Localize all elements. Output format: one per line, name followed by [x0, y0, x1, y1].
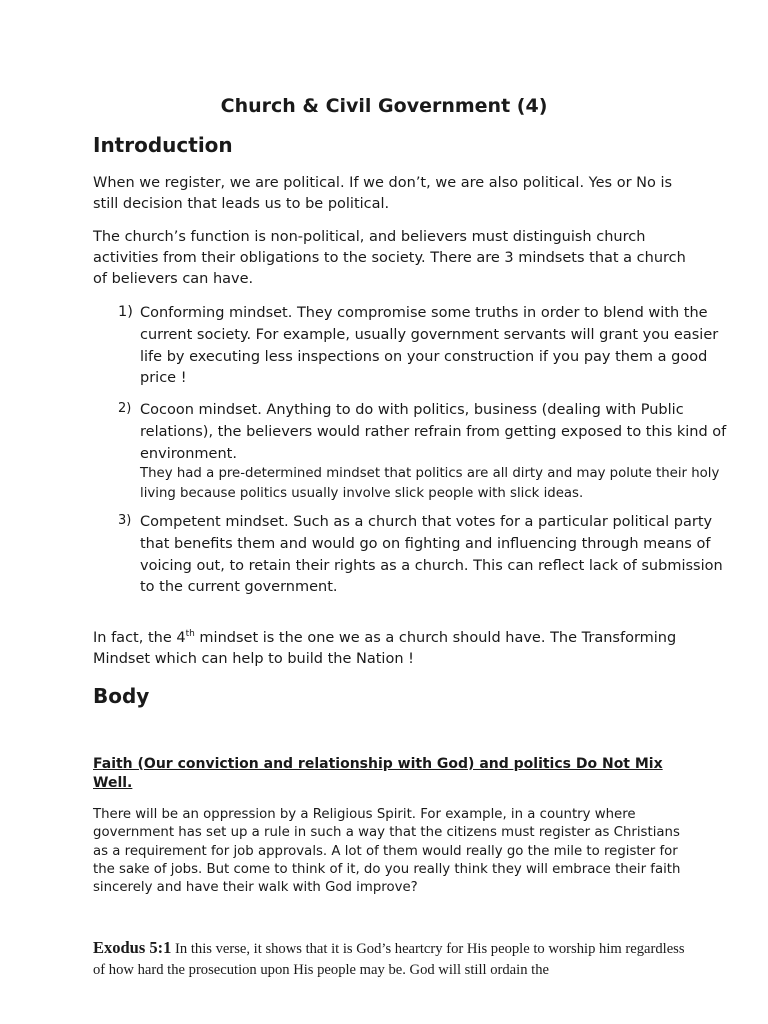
list-item-text: Conforming mindset. They compromise some truths in order to blend with the current society. For example, usually government servants will grant you easier life by executing less inspections on your construction if you pay them a good price !: [140, 305, 719, 387]
intro-paragraph-2: The church’s function is non-political, and believers must distinguish church activities from their obligations to the society. There are 3 mindsets that a church of believers can have.: [93, 229, 686, 287]
body-heading: Body: [93, 684, 150, 708]
list-item-text-small: They had a pre-determined mindset that politics are all dirty and may polute their holy living because politics usually involve slick people with slick ideas.: [140, 466, 720, 502]
intro-paragraph-1: When we register, we are political. If we don’t, we are also political. Yes or No is still decision that leads us to be political.: [93, 175, 673, 212]
exodus-paragraph: [93, 937, 693, 981]
mindset-item-competent: [93, 511, 740, 598]
scripture-reference: Exodus 5:1: [93, 938, 172, 957]
body-paragraph-1: There will be an oppression by a Religious Spirit. For example, in a country where government has set up a rule in such a way that the citizens must register as Christians as a requirement for job approvals. A lot of them would really go the mile to register for the sake of jobs. But come to think of it, do you really think they will embrace their faith sincerely and have their walk with God improve?: [93, 807, 681, 896]
list-item-text: Competent mindset. Such as a church that votes for a particular political party that benefits them and would go on fighting and influencing through means of voicing out, to retain their rights as a church. This can reflect lack of submission to the current government.: [140, 514, 723, 596]
ordinal-suffix: th: [185, 629, 195, 640]
document-title: Church & Civil Government (4): [220, 95, 548, 117]
list-number: 3): [118, 513, 132, 528]
mindset-item-conforming: [93, 302, 740, 389]
intro-conclusion: [93, 628, 693, 670]
introduction-heading: Introduction: [93, 133, 233, 157]
list-number: 1): [118, 304, 133, 320]
list-item-text: Cocoon mindset. Anything to do with politics, business (dealing with Public relations), the believers would rather refrain from getting exposed to this kind of environment.: [140, 402, 727, 462]
mindset-item-cocoon: [93, 399, 740, 504]
conclusion-text-a: In fact, the 4: [93, 630, 186, 646]
body-subheading: Faith (Our conviction and relationship with God) and politics Do Not Mix Well.: [93, 756, 663, 791]
exodus-text: In this verse, it shows that it is God’s heartcry for His people to worship him regardless of how hard the prosecution upon His people may be. God will still ordain the: [93, 941, 685, 978]
conclusion-text-b: mindset is the one we as a church should have. The Transforming Mindset which can help to build the Nation !: [93, 630, 677, 667]
list-number: 2): [118, 401, 132, 416]
